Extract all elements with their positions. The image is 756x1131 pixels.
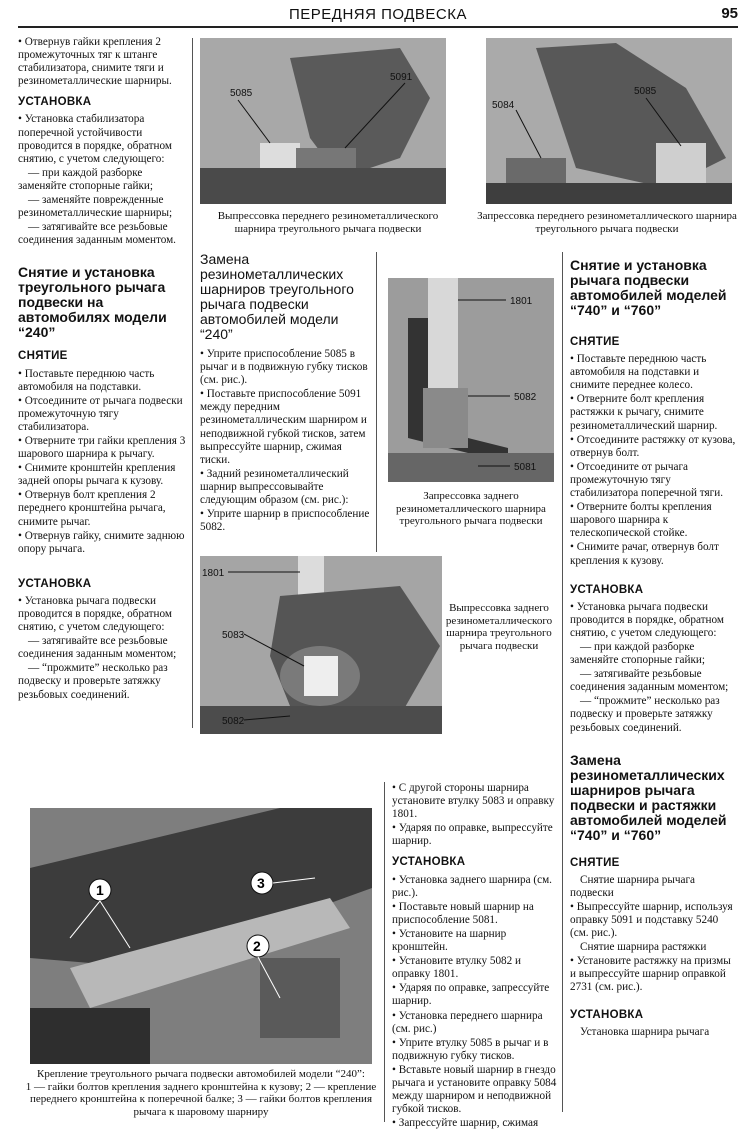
subheading: УСТАНОВКА [570,1008,644,1021]
fig5-label: 2 [253,938,261,954]
caption-legend: 1 — гайки болтов крепления заднего кронштейна к кузову; 2 — крепление переднего кронштейна к поперечной балке; 3 — гайки болтов крепления рычага к шаровому шарниру [25,1080,377,1118]
fig1-label: 5085 [230,88,253,99]
column-2-lower [392,782,558,1131]
photo-front-joint-removal [200,38,446,204]
paragraph: • Уприте приспособление 5085 в рычаг и в подвижную губку тисков (см. рис.). [200,348,368,387]
paragraph: • Установите на шарнир кронштейн. [392,927,507,954]
paragraph: • Установка заднего шарнира (см. рис.). [392,873,552,899]
figure-caption: Запрессовка заднего резинометаллического шарнира треугольного рычага подвески [396,490,546,527]
paragraph: • Вставьте новый шарнир в гнездо рычага и установите оправку 5084 между шарниром и неподвижной губкой тисков. [392,1063,557,1116]
paragraph: • Установка переднего шарнира (см. рис.) [392,1009,543,1035]
column-1 [18,36,186,703]
page-header [18,4,738,28]
paragraph: • Задний резинометаллический шарнир выпрессовывайте следующим образом (см. рис.): [200,467,349,507]
subheading: УСТАНОВКА [392,856,466,869]
fig4-label: 5083 [222,630,245,641]
paragraph: • Отсоедините растяжку от кузова, отвернув болт. [570,433,736,459]
fig3-label: 5082 [514,392,537,403]
paragraph: • Выпрессуйте шарнир, используя оправку 5091 и подставку 5240 (см. рис.). [570,900,733,940]
paragraph: • Установка рычага подвески проводится в порядке, обратном снятию, с учетом следующего: [18,594,172,634]
subheading: СНЯТИЕ [570,856,620,869]
column-divider [384,782,385,1122]
paragraph: • Отсоедините от рычага подвески промежуточную тягу стабилизатора. [18,394,183,433]
running-title: ПЕРЕДНЯЯ ПОДВЕСКА [289,6,467,23]
section-heading: Снятие и установка треугольного рычага подвески на автомобилях модели “240” [18,264,167,341]
page-number: 95 [721,5,738,22]
fig1-label: 5091 [390,72,413,83]
paragraph: • Уприте втулку 5085 в рычаг и в подвижную губку тисков. [392,1036,549,1062]
paragraph: • Ударяя по оправке, запрессуйте шарнир. [392,982,550,1008]
paragraph: Снятие шарнира растяжки [580,941,707,954]
figure-press-in-rear-joint [388,278,554,482]
figure-press-in-front-joint [486,38,732,204]
column-divider [192,38,193,728]
photo-front-joint-install [486,38,732,204]
paragraph: • Поставьте новый шарнир на приспособление 5081. [392,900,534,926]
paragraph: • Отверните болты крепления шарового шарнира к телескопической стойке. [570,501,712,540]
paragraph: • Отвернув болт крепления 2 переднего кронштейна рычага, снимите рычаг. [18,489,166,528]
subheading: СНЯТИЕ [570,336,620,348]
fig3-label: 5081 [514,462,537,473]
fig4-label: 1801 [202,568,225,579]
figure-caption: Запрессовка переднего резинометаллического шарнира треугольного рычага подвески [477,210,737,235]
fig5-label: 3 [257,875,265,891]
subheading: УСТАНОВКА [18,577,92,590]
paragraph: — затягивайте резьбовые соединения заданным моментом; [570,668,729,694]
photo-arm-mounting [30,808,372,1064]
paragraph: • С другой стороны шарнира установите втулку 5083 и оправку 1801. [392,782,555,821]
caption-title: Крепление треугольного рычага подвески автомобилей модели “240”: [37,1068,365,1080]
paragraph: — “прожмите” несколько раз подвеску и проверьте затяжку резьбовых соединений. [18,662,168,701]
paragraph: • Поставьте переднюю часть автомобиля на подставки и снимите переднее колесо. [570,353,707,392]
paragraph: — “прожмите” несколько раз подвеску и проверьте затяжку резьбовых соединений. [570,695,720,734]
paragraph: • Ударяя по оправке, выпрессуйте шарнир. [392,822,553,848]
column-divider [562,252,563,1112]
paragraph: • Запрессуйте шарнир, сжимая [392,1117,539,1130]
column-3 [570,252,738,1040]
column-divider [376,252,377,552]
fig2-label: 5085 [634,86,657,97]
paragraph: • Уприте шарнир в приспособление 5082. [200,508,370,534]
figure-caption [20,1068,382,1118]
photo-rear-joint-removal [200,556,442,734]
paragraph: • Установите растяжку на призмы и выпрессуйте шарнир оправкой 2731 (см. рис.). [570,955,731,994]
figure-caption: Выпрессовка заднего резинометаллического шарнира треугольного рычага подвески [445,602,553,652]
paragraph: • Поставьте переднюю часть автомобиля на подставки. [18,367,155,393]
paragraph: — затягивайте все резьбовые соединения заданным моментом. [18,221,176,247]
paragraph: • Отверните три гайки крепления 3 шарового шарнира к рычагу. [18,434,186,461]
figure-press-out-front-joint [200,38,446,204]
subheading: УСТАНОВКА [570,583,644,596]
section-heading: Замена резинометаллических шарниров треугольного рычага подвески автомобилей модели “240” [200,251,354,342]
fig2-label: 5084 [492,100,515,111]
paragraph: — затягивайте все резьбовые соединения заданным моментом; [18,635,177,661]
paragraph: • Установка рычага подвески проводится в порядке, обратном снятию, с учетом следующего: [570,600,724,639]
paragraph: • Снимите рачаг, отвернув болт крепления к кузову. [570,541,719,567]
fig5-label: 1 [96,882,104,898]
figure-arm-mounting [30,808,372,1064]
figure-caption: Выпрессовка переднего резинометаллического шарнира треугольного рычага подвески [217,210,439,235]
subheading: СНЯТИЕ [18,350,68,363]
paragraph: • Отвернув гайку, снимите заднюю опору рычага. [18,529,185,555]
paragraph: • Поставьте приспособление 5091 между передним резинометаллическим шарниром и неподвижной губкой тисков, затем выпрессуйте шарнир, сжимая тиски. [200,388,367,466]
paragraph: Установка шарнира рычага [580,1025,710,1038]
paragraph: — заменяйте поврежденные резинометаллические шарниры; [18,194,173,220]
paragraph: Снятие шарнира рычага подвески [570,873,695,899]
subheading: УСТАНОВКА [18,96,92,109]
paragraph: — при каждой разборке заменяйте стопорные гайки; [570,640,706,667]
paragraph: — при каждой разборке заменяйте стопорные гайки; [18,166,154,192]
fig3-label: 1801 [510,296,533,307]
figure-press-out-rear-joint [200,556,442,734]
paragraph: • Отверните болт крепления растяжки к рычагу, снимите резинометаллический шарнир. [570,393,718,432]
paragraph: • Установите втулку 5082 и оправку 1801. [392,955,522,981]
column-2 [200,252,372,535]
paragraph: • Отсоедините от рычага промежуточную тягу стабилизатора поперечной тяги. [570,460,724,500]
section-heading: Снятие и установка рычага подвески автомобилей моделей “740” и “760” [570,257,727,318]
photo-rear-joint-install [388,278,554,482]
section-heading: Замена резинометаллических шарниров рычага подвески и растяжки автомобилей моделей “740” и “760” [570,751,727,843]
paragraph: • Снимите кронштейн крепления задней опоры рычага к кузову. [18,462,176,488]
paragraph: • Отвернув гайки крепления 2 промежуточных тяг к штанге стабилизатора, снимите тяги и резинометаллические шарниры. [18,36,172,88]
paragraph: • Установка стабилизатора поперечной устойчивости проводится в порядке, обратном снятию, с учетом следующего: [18,113,172,165]
fig4-label: 5082 [222,716,245,727]
